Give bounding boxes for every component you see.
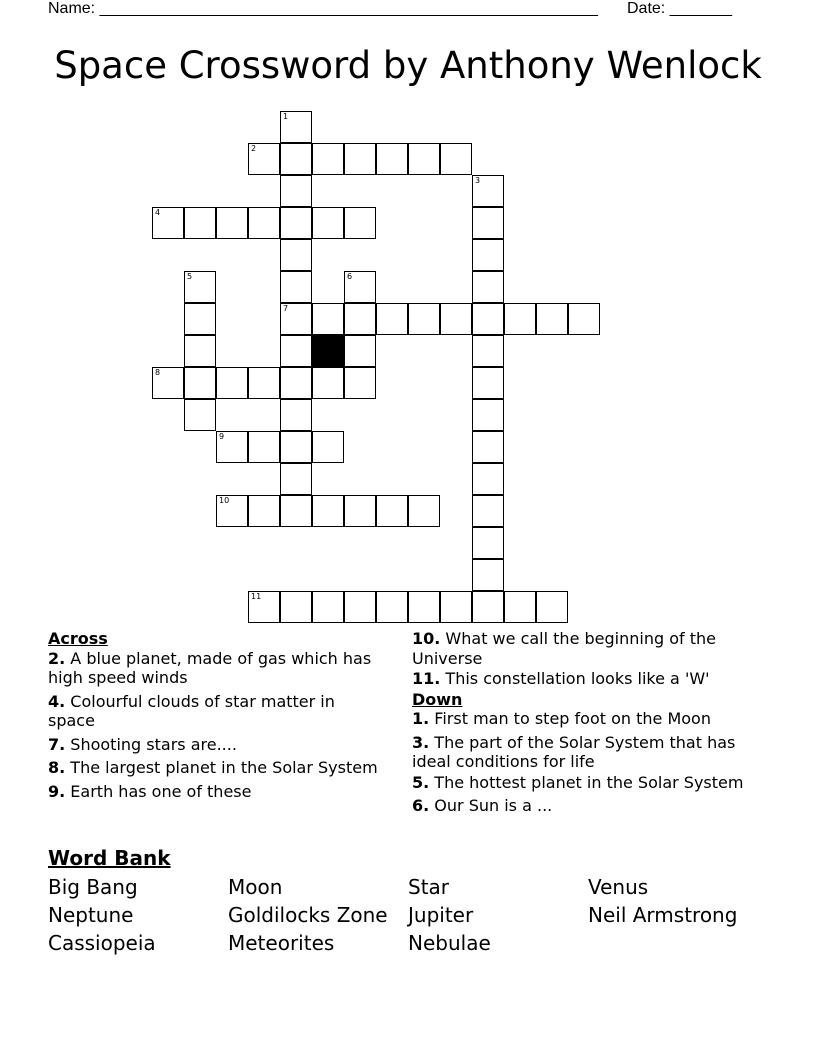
crossword-cell[interactable]: [344, 143, 376, 175]
crossword-cell[interactable]: [376, 495, 408, 527]
clue-across-10: 10. What we call the beginning of the Universe: [412, 629, 716, 668]
clue-across-9: 9. Earth has one of these: [48, 781, 252, 801]
crossword-cell[interactable]: [312, 431, 344, 463]
crossword-cell[interactable]: [216, 367, 248, 399]
crossword-cell[interactable]: [472, 559, 504, 591]
crossword-cell[interactable]: [408, 303, 440, 335]
clues-right-column: [412, 629, 762, 820]
clue-down-1: 1. First man to step foot on the Moon: [412, 709, 711, 728]
crossword-cell[interactable]: [280, 239, 312, 271]
crossword-cell[interactable]: [216, 495, 248, 527]
crossword-cell[interactable]: [344, 495, 376, 527]
clue-across-11: 11. This constellation looks like a 'W': [412, 669, 710, 688]
crossword-cell[interactable]: [472, 367, 504, 399]
word-bank-word: Moon: [228, 875, 283, 899]
clue-across-4: 4. Colourful clouds of star matter in space: [48, 691, 335, 730]
crossword-cell[interactable]: [280, 111, 312, 143]
word-bank-word: Nebulae: [408, 931, 491, 955]
crossword-cell[interactable]: [216, 207, 248, 239]
crossword-cell[interactable]: [376, 303, 408, 335]
clues-left-column: [48, 629, 378, 805]
crossword-cell[interactable]: [472, 399, 504, 431]
crossword-cell[interactable]: [536, 591, 568, 623]
crossword-cell[interactable]: [344, 591, 376, 623]
clue-number: 2: [251, 144, 257, 153]
crossword-cell[interactable]: [184, 207, 216, 239]
clue-number: 5: [187, 272, 193, 281]
clue-number: 1: [283, 112, 289, 121]
crossword-cell[interactable]: [184, 335, 216, 367]
crossword-cell[interactable]: [280, 591, 312, 623]
crossword-cell[interactable]: [152, 207, 184, 239]
crossword-cell[interactable]: [472, 239, 504, 271]
crossword-cell[interactable]: [344, 207, 376, 239]
crossword-cell[interactable]: [312, 591, 344, 623]
crossword-cell[interactable]: [472, 527, 504, 559]
clue-number: 11: [251, 592, 262, 601]
across-heading: Across: [48, 629, 108, 648]
crossword-cell[interactable]: [472, 175, 504, 207]
clue-number: 9: [219, 432, 225, 441]
down-heading: Down: [412, 689, 463, 709]
clue-number: 10: [219, 496, 230, 505]
crossword-cell[interactable]: [280, 431, 312, 463]
crossword-cell[interactable]: [440, 591, 472, 623]
clue-across-8: 8. The largest planet in the Solar System: [48, 758, 378, 777]
crossword-cell[interactable]: [472, 303, 504, 335]
crossword-cell[interactable]: [184, 271, 216, 303]
crossword-cell[interactable]: [312, 495, 344, 527]
crossword-cell[interactable]: [376, 143, 408, 175]
crossword-cell[interactable]: [184, 367, 216, 399]
clue-down-3: 3. The part of the Solar System that has ideal conditions for life: [412, 732, 736, 771]
crossword-cell[interactable]: [472, 495, 504, 527]
crossword-cell[interactable]: [280, 399, 312, 431]
word-bank-word: Big Bang: [48, 875, 138, 899]
word-bank-title: Word Bank: [48, 846, 171, 870]
crossword-cell[interactable]: [344, 271, 376, 303]
crossword-cell[interactable]: [248, 591, 280, 623]
word-bank-word: Neptune: [48, 903, 134, 927]
crossword-cell[interactable]: [408, 143, 440, 175]
crossword-cell[interactable]: [280, 175, 312, 207]
word-bank-word: Neil Armstrong: [588, 903, 738, 927]
crossword-cell[interactable]: [248, 431, 280, 463]
crossword-cell[interactable]: [472, 463, 504, 495]
crossword-cell[interactable]: [408, 591, 440, 623]
crossword-cell[interactable]: [376, 591, 408, 623]
clue-number: 3: [475, 176, 481, 185]
clue-across-2: 2. A blue planet, made of gas which has high speed winds: [48, 648, 372, 687]
crossword-cell[interactable]: [280, 367, 312, 399]
crossword-cell[interactable]: [184, 303, 216, 335]
crossword-cell[interactable]: [504, 303, 536, 335]
crossword-black-cell: [312, 335, 344, 367]
word-bank-word: Venus: [588, 875, 649, 899]
clue-number: 6: [347, 272, 353, 281]
crossword-cell[interactable]: [568, 303, 600, 335]
crossword-cell[interactable]: [184, 399, 216, 431]
crossword-cell[interactable]: [312, 367, 344, 399]
clue-down-5: 5. The hottest planet in the Solar System: [412, 772, 744, 792]
crossword-cell[interactable]: [280, 335, 312, 367]
crossword-cell[interactable]: [152, 367, 184, 399]
crossword-cell[interactable]: [344, 367, 376, 399]
crossword-cell[interactable]: [440, 143, 472, 175]
crossword-cell[interactable]: [248, 495, 280, 527]
crossword-cell[interactable]: [248, 207, 280, 239]
clue-across-7: 7. Shooting stars are....: [48, 734, 237, 754]
crossword-cell[interactable]: [472, 431, 504, 463]
crossword-cell[interactable]: [248, 143, 280, 175]
crossword-cell[interactable]: [536, 303, 568, 335]
clue-number: 8: [155, 368, 161, 377]
crossword-cell[interactable]: [408, 495, 440, 527]
word-bank-word: Cassiopeia: [48, 931, 156, 955]
crossword-cell[interactable]: [504, 591, 536, 623]
clue-down-6: 6. Our Sun is a ...: [412, 796, 553, 815]
crossword-cell[interactable]: [216, 431, 248, 463]
crossword-cell[interactable]: [312, 303, 344, 335]
name-field-label: Name: ________________________________________________________: [48, 0, 598, 17]
crossword-cell[interactable]: [280, 143, 312, 175]
date-field-label: Date: _______: [627, 0, 732, 17]
clue-number: 7: [283, 304, 289, 313]
crossword-cell[interactable]: [280, 207, 312, 239]
crossword-cell[interactable]: [280, 463, 312, 495]
word-bank-word: Jupiter: [408, 903, 474, 927]
crossword-cell[interactable]: [472, 207, 504, 239]
crossword-cell[interactable]: [248, 367, 280, 399]
crossword-cell[interactable]: [312, 143, 344, 175]
clue-number: 4: [155, 208, 161, 217]
crossword-cell[interactable]: [280, 303, 312, 335]
crossword-cell[interactable]: [472, 335, 504, 367]
crossword-cell[interactable]: [280, 271, 312, 303]
word-bank-word: Star: [408, 875, 450, 899]
crossword-cell[interactable]: [280, 495, 312, 527]
word-bank-word: Goldilocks Zone: [228, 903, 388, 927]
crossword-cell[interactable]: [440, 303, 472, 335]
crossword-cell[interactable]: [312, 207, 344, 239]
word-bank-word: Meteorites: [228, 931, 335, 955]
crossword-cell[interactable]: [472, 591, 504, 623]
crossword-cell[interactable]: [472, 271, 504, 303]
crossword-cell[interactable]: [344, 335, 376, 367]
page-title: Space Crossword by Anthony Wenlock: [54, 44, 762, 87]
crossword-cell[interactable]: [344, 303, 376, 335]
